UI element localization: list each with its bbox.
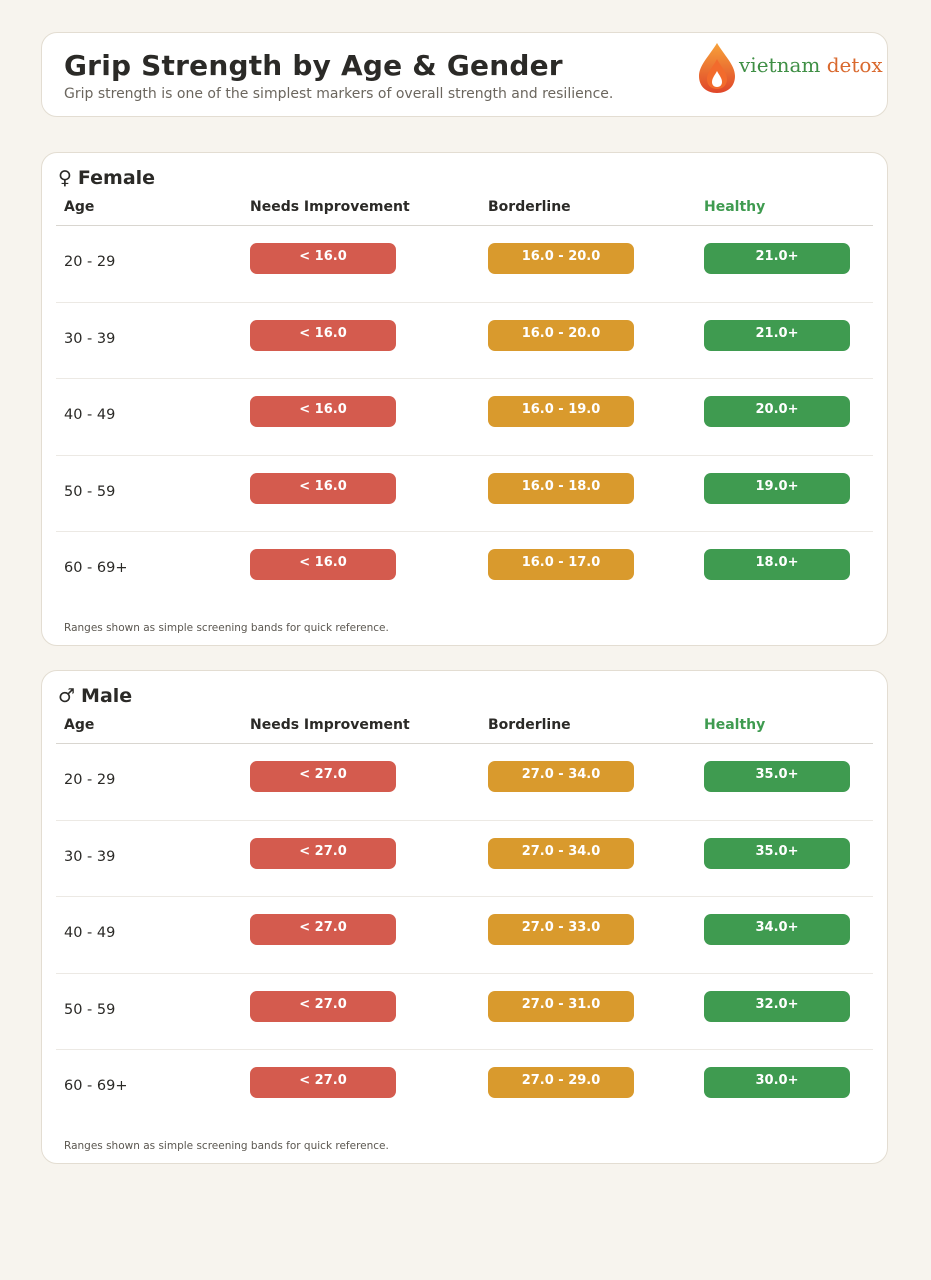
male-col-needs: Needs Improvement (250, 717, 410, 733)
borderline-badge: 27.0 - 29.0 (488, 1067, 634, 1098)
logo-word-detox: detox (826, 53, 883, 77)
healthy-badge: 34.0+ (704, 914, 850, 945)
borderline-badge: 16.0 - 18.0 (488, 473, 634, 504)
female-col-borderline: Borderline (488, 199, 571, 215)
age-cell: 50 - 59 (64, 483, 116, 500)
male-symbol-icon: ♂ (58, 685, 76, 707)
borderline-badge: 27.0 - 33.0 (488, 914, 634, 945)
needs-improvement-badge: < 16.0 (250, 473, 396, 504)
flame-drop-logo-icon (697, 41, 737, 95)
male-title-text: Male (81, 685, 133, 707)
female-col-needs: Needs Improvement (250, 199, 410, 215)
healthy-badge: 21.0+ (704, 320, 850, 351)
page-title: Grip Strength by Age & Gender (64, 49, 563, 82)
needs-improvement-badge: < 27.0 (250, 1067, 396, 1098)
male-section (41, 670, 888, 1164)
borderline-badge: 27.0 - 34.0 (488, 761, 634, 792)
borderline-badge: 16.0 - 17.0 (488, 549, 634, 580)
needs-improvement-badge: < 16.0 (250, 243, 396, 274)
healthy-badge: 35.0+ (704, 838, 850, 869)
healthy-badge: 19.0+ (704, 473, 850, 504)
needs-improvement-badge: < 16.0 (250, 320, 396, 351)
logo-wordmark (739, 53, 883, 77)
needs-improvement-badge: < 27.0 (250, 761, 396, 792)
table-row (56, 532, 873, 608)
table-row (56, 1050, 873, 1126)
logo-word-vietnam: vietnam (739, 53, 821, 77)
age-cell: 40 - 49 (64, 407, 116, 424)
table-row (56, 456, 873, 533)
table-row (56, 303, 873, 380)
table-row (56, 974, 873, 1051)
header-card (41, 32, 888, 117)
age-cell: 60 - 69+ (64, 1078, 128, 1095)
healthy-badge: 32.0+ (704, 991, 850, 1022)
table-row (56, 744, 873, 821)
page-subtitle: Grip strength is one of the simplest markers of overall strength and resilience. (64, 86, 614, 102)
needs-improvement-badge: < 16.0 (250, 396, 396, 427)
female-section-title (58, 167, 155, 189)
table-row (56, 379, 873, 456)
female-col-healthy: Healthy (704, 199, 766, 215)
age-cell: 20 - 29 (64, 254, 116, 270)
male-col-age: Age (64, 717, 95, 733)
healthy-badge: 35.0+ (704, 761, 850, 792)
age-cell: 50 - 59 (64, 1001, 116, 1018)
female-title-text: Female (77, 167, 156, 189)
needs-improvement-badge: < 16.0 (250, 549, 396, 580)
female-col-age: Age (64, 199, 95, 215)
male-rows (56, 744, 873, 1126)
table-row (56, 226, 873, 303)
age-cell: 20 - 29 (64, 772, 116, 788)
table-row (56, 897, 873, 974)
female-footnote: Ranges shown as simple screening bands for quick reference. (64, 622, 389, 634)
healthy-badge: 18.0+ (704, 549, 850, 580)
age-cell: 60 - 69+ (64, 560, 128, 577)
borderline-badge: 16.0 - 19.0 (488, 396, 634, 427)
needs-improvement-badge: < 27.0 (250, 991, 396, 1022)
healthy-badge: 21.0+ (704, 243, 850, 274)
healthy-badge: 30.0+ (704, 1067, 850, 1098)
brand-logo[interactable] (695, 41, 883, 97)
female-section (41, 152, 888, 646)
borderline-badge: 27.0 - 34.0 (488, 838, 634, 869)
age-cell: 40 - 49 (64, 925, 116, 942)
male-col-healthy: Healthy (704, 717, 766, 733)
needs-improvement-badge: < 27.0 (250, 838, 396, 869)
male-footnote: Ranges shown as simple screening bands for quick reference. (64, 1140, 389, 1152)
healthy-badge: 20.0+ (704, 396, 850, 427)
female-rows (56, 226, 873, 608)
borderline-badge: 27.0 - 31.0 (488, 991, 634, 1022)
age-cell: 30 - 39 (64, 848, 116, 865)
borderline-badge: 16.0 - 20.0 (488, 243, 634, 274)
age-cell: 30 - 39 (64, 330, 116, 347)
male-section-title (58, 685, 132, 707)
needs-improvement-badge: < 27.0 (250, 914, 396, 945)
male-col-borderline: Borderline (488, 717, 571, 733)
female-symbol-icon: ♀ (58, 167, 72, 189)
table-row (56, 821, 873, 898)
borderline-badge: 16.0 - 20.0 (488, 320, 634, 351)
